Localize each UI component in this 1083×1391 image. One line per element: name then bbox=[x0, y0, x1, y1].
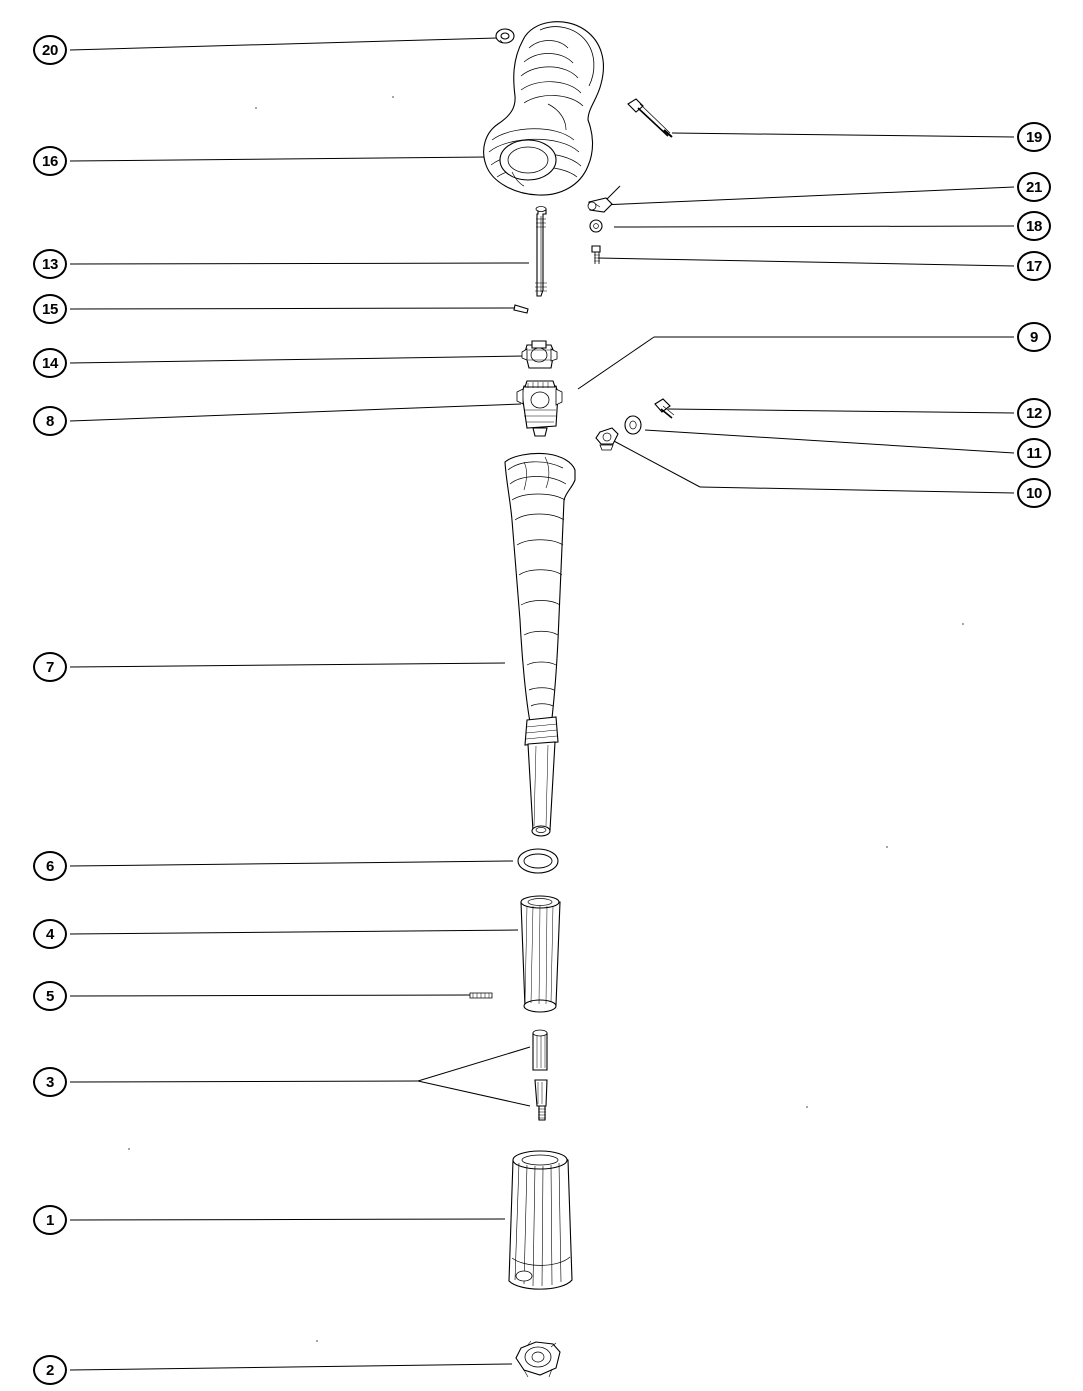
part-6-o-ring bbox=[518, 849, 558, 873]
callout-1[interactable]: 1 bbox=[33, 1205, 67, 1235]
callout-8[interactable]: 8 bbox=[33, 406, 67, 436]
part-12-bolt bbox=[655, 399, 674, 418]
scan-speck bbox=[128, 1148, 130, 1150]
scan-speck bbox=[886, 846, 888, 848]
part-16-upper-housing bbox=[484, 22, 604, 195]
part-5-spacer bbox=[470, 993, 492, 998]
callout-6[interactable]: 6 bbox=[33, 851, 67, 881]
callout-3[interactable]: 3 bbox=[33, 1067, 67, 1097]
part-18-washer bbox=[590, 220, 602, 232]
scan-speck bbox=[392, 96, 394, 98]
callout-9[interactable]: 9 bbox=[1017, 322, 1051, 352]
callout-17[interactable]: 17 bbox=[1017, 251, 1051, 281]
callout-5[interactable]: 5 bbox=[33, 981, 67, 1011]
scan-speck bbox=[316, 1340, 318, 1342]
callout-15[interactable]: 15 bbox=[33, 294, 67, 324]
callout-13[interactable]: 13 bbox=[33, 249, 67, 279]
callout-18[interactable]: 18 bbox=[1017, 211, 1051, 241]
callout-21[interactable]: 21 bbox=[1017, 172, 1051, 202]
callout-14[interactable]: 14 bbox=[33, 348, 67, 378]
callout-7[interactable]: 7 bbox=[33, 652, 67, 682]
part-20-nut bbox=[496, 29, 514, 43]
scan-speck bbox=[806, 1106, 808, 1108]
callout-10[interactable]: 10 bbox=[1017, 478, 1051, 508]
part-11-washer bbox=[625, 416, 641, 434]
part-10-nut bbox=[596, 428, 618, 450]
part-2-end-cap bbox=[516, 1341, 560, 1377]
callout-2[interactable]: 2 bbox=[33, 1355, 67, 1385]
part-8-coupler-splined bbox=[517, 381, 562, 436]
part-3-stud-and-pin bbox=[533, 1030, 547, 1120]
part-1-lower-barrel bbox=[509, 1151, 572, 1289]
part-21-clip bbox=[588, 198, 612, 212]
part-19-long-bolt bbox=[628, 99, 672, 137]
callout-11[interactable]: 11 bbox=[1017, 438, 1051, 468]
callout-20[interactable]: 20 bbox=[33, 35, 67, 65]
part-13-shaft bbox=[535, 207, 547, 297]
callout-16[interactable]: 16 bbox=[33, 146, 67, 176]
callout-4[interactable]: 4 bbox=[33, 919, 67, 949]
part-7-column bbox=[505, 453, 575, 836]
scan-speck bbox=[255, 107, 257, 109]
part-4-bushing bbox=[521, 896, 560, 1012]
part-15-pin bbox=[514, 305, 528, 313]
scan-speck bbox=[962, 623, 964, 625]
callout-19[interactable]: 19 bbox=[1017, 122, 1051, 152]
callout-12[interactable]: 12 bbox=[1017, 398, 1051, 428]
part-17-screw bbox=[592, 246, 600, 264]
part-14-coupler-upper bbox=[522, 341, 557, 368]
